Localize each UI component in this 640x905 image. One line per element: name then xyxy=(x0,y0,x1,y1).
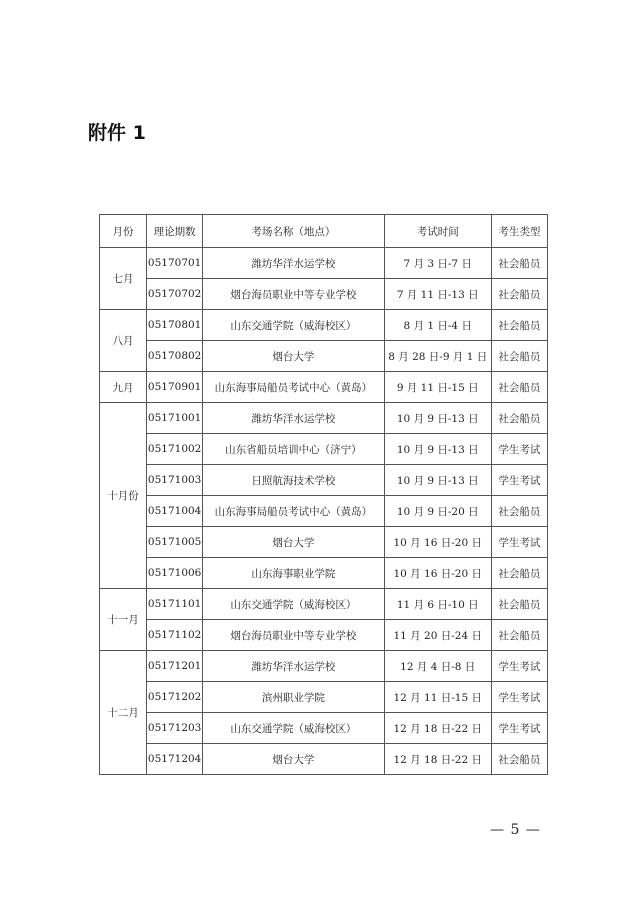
table-row xyxy=(100,434,548,465)
table-row xyxy=(100,279,548,310)
period-cell: 05170701 xyxy=(147,248,203,279)
site-cell: 潍坊华洋水运学校 xyxy=(203,248,384,279)
time-cell: 12 月 4 日-8 日 xyxy=(384,651,491,682)
type-cell: 社会船员 xyxy=(491,279,547,310)
time-cell: 10 月 16 日-20 日 xyxy=(384,558,491,589)
period-cell: 05170802 xyxy=(147,341,203,372)
site-cell: 潍坊华洋水运学校 xyxy=(203,651,384,682)
site-cell: 山东海事局船员考试中心（黄岛） xyxy=(203,372,384,403)
site-cell: 山东交通学院（威海校区） xyxy=(203,713,384,744)
period-cell: 05171006 xyxy=(147,558,203,589)
time-cell: 12 月 11 日-15 日 xyxy=(384,682,491,713)
table-row xyxy=(100,744,548,775)
type-cell: 社会船员 xyxy=(491,589,547,620)
time-cell: 10 月 9 日-20 日 xyxy=(384,496,491,527)
period-cell: 05171004 xyxy=(147,496,203,527)
table-row xyxy=(100,589,548,620)
time-cell: 8 月 28 日-9 月 1 日 xyxy=(384,341,491,372)
table-body xyxy=(100,248,548,775)
period-cell: 05171201 xyxy=(147,651,203,682)
table-row xyxy=(100,651,548,682)
type-cell: 社会船员 xyxy=(491,372,547,403)
type-cell: 社会船员 xyxy=(491,248,547,279)
month-cell: 七月 xyxy=(100,248,147,310)
type-cell: 社会船员 xyxy=(491,341,547,372)
type-cell: 社会船员 xyxy=(491,310,547,341)
site-cell: 烟台海员职业中等专业学校 xyxy=(203,279,384,310)
time-cell: 10 月 9 日-13 日 xyxy=(384,434,491,465)
type-cell: 学生考试 xyxy=(491,682,547,713)
time-cell: 11 月 20 日-24 日 xyxy=(384,620,491,651)
site-cell: 山东交通学院（威海校区） xyxy=(203,310,384,341)
period-cell: 05171003 xyxy=(147,465,203,496)
period-cell: 05171102 xyxy=(147,620,203,651)
type-cell: 社会船员 xyxy=(491,496,547,527)
site-cell: 山东海事职业学院 xyxy=(203,558,384,589)
type-cell: 学生考试 xyxy=(491,527,547,558)
period-cell: 05171101 xyxy=(147,589,203,620)
type-cell: 社会船员 xyxy=(491,744,547,775)
page-number: — 5 — xyxy=(490,822,541,838)
table-row xyxy=(100,372,548,403)
month-cell: 八月 xyxy=(100,310,147,372)
type-cell: 学生考试 xyxy=(491,651,547,682)
table-row xyxy=(100,682,548,713)
attachment-heading: 附件 1 xyxy=(88,122,146,144)
time-cell: 7 月 3 日-7 日 xyxy=(384,248,491,279)
table-row xyxy=(100,620,548,651)
header-period: 理论期数 xyxy=(147,215,203,248)
type-cell: 学生考试 xyxy=(491,434,547,465)
table-row xyxy=(100,403,548,434)
header-month: 月份 xyxy=(100,215,147,248)
month-cell: 十二月 xyxy=(100,651,147,775)
table-row xyxy=(100,496,548,527)
table-row xyxy=(100,341,548,372)
time-cell: 7 月 11 日-13 日 xyxy=(384,279,491,310)
header-site: 考场名称（地点） xyxy=(203,215,384,248)
table-row xyxy=(100,713,548,744)
period-cell: 05170901 xyxy=(147,372,203,403)
period-cell: 05170702 xyxy=(147,279,203,310)
period-cell: 05170801 xyxy=(147,310,203,341)
site-cell: 烟台海员职业中等专业学校 xyxy=(203,620,384,651)
site-cell: 潍坊华洋水运学校 xyxy=(203,403,384,434)
table-row xyxy=(100,527,548,558)
month-cell: 九月 xyxy=(100,372,147,403)
time-cell: 10 月 16 日-20 日 xyxy=(384,527,491,558)
time-cell: 12 月 18 日-22 日 xyxy=(384,744,491,775)
table-header-row xyxy=(100,215,548,248)
time-cell: 12 月 18 日-22 日 xyxy=(384,713,491,744)
site-cell: 日照航海技术学校 xyxy=(203,465,384,496)
site-cell: 山东省船员培训中心（济宁） xyxy=(203,434,384,465)
site-cell: 山东海事局船员考试中心（黄岛） xyxy=(203,496,384,527)
time-cell: 10 月 9 日-13 日 xyxy=(384,465,491,496)
type-cell: 学生考试 xyxy=(491,465,547,496)
period-cell: 05171002 xyxy=(147,434,203,465)
site-cell: 烟台大学 xyxy=(203,341,384,372)
type-cell: 学生考试 xyxy=(491,713,547,744)
table-row xyxy=(100,310,548,341)
site-cell: 滨州职业学院 xyxy=(203,682,384,713)
site-cell: 烟台大学 xyxy=(203,527,384,558)
month-cell: 十一月 xyxy=(100,589,147,651)
period-cell: 05171005 xyxy=(147,527,203,558)
time-cell: 11 月 6 日-10 日 xyxy=(384,589,491,620)
header-time: 考试时间 xyxy=(384,215,491,248)
time-cell: 8 月 1 日-4 日 xyxy=(384,310,491,341)
period-cell: 05171204 xyxy=(147,744,203,775)
time-cell: 9 月 11 日-15 日 xyxy=(384,372,491,403)
table-row xyxy=(100,558,548,589)
type-cell: 社会船员 xyxy=(491,558,547,589)
table-row xyxy=(100,465,548,496)
type-cell: 社会船员 xyxy=(491,620,547,651)
type-cell: 社会船员 xyxy=(491,403,547,434)
period-cell: 05171203 xyxy=(147,713,203,744)
time-cell: 10 月 9 日-13 日 xyxy=(384,403,491,434)
table-row xyxy=(100,248,548,279)
site-cell: 烟台大学 xyxy=(203,744,384,775)
site-cell: 山东交通学院（威海校区） xyxy=(203,589,384,620)
month-cell: 十月份 xyxy=(100,403,147,589)
period-cell: 05171001 xyxy=(147,403,203,434)
period-cell: 05171202 xyxy=(147,682,203,713)
header-type: 考生类型 xyxy=(491,215,547,248)
exam-schedule-table xyxy=(99,214,548,775)
